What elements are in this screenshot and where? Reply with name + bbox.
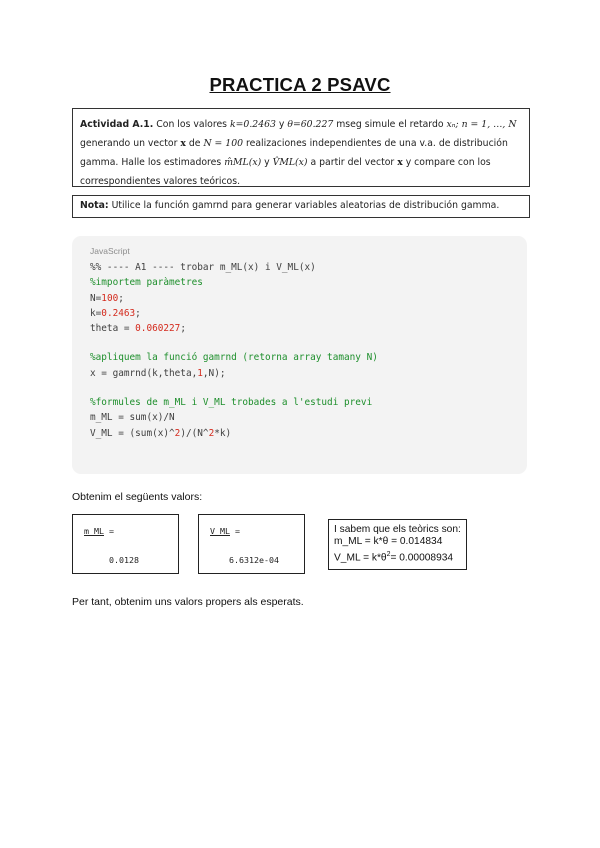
m-ml-result-value: 0.0128 — [109, 555, 139, 565]
code-token: V_ML = (sum(x)^ — [90, 427, 175, 439]
code-number: 0.060227 — [135, 323, 181, 335]
code-comment: %formules de m_ML i V_ML trobades a l'estudi previ — [90, 397, 373, 409]
note-box — [72, 195, 530, 218]
v-ml-name: V_ML — [210, 526, 230, 536]
code-number: 2 — [208, 427, 215, 439]
x-vector: x — [397, 157, 403, 168]
xn-expression: xₙ; n = 1, …, N — [446, 119, 517, 130]
activity-text: y compare con los — [402, 157, 491, 168]
v-ml-estimator: V̂ML(x) — [272, 157, 308, 168]
theory-intro: I sabem que els teòrics son: — [334, 524, 461, 535]
code-block — [72, 236, 527, 474]
code-token: ; — [118, 292, 124, 304]
activity-line-4: correspondientes valores teóricos. — [80, 176, 241, 187]
x-vector: x — [180, 138, 186, 149]
code-line: m_ML = sum(x)/N — [90, 412, 175, 424]
activity-text: y — [275, 119, 288, 130]
code-token: N= — [90, 292, 102, 304]
code-token: theta = — [90, 323, 136, 335]
equals-sign: = — [103, 526, 114, 536]
code-token: )/(N^ — [180, 427, 209, 439]
code-number: 100 — [101, 292, 119, 304]
v-ml-result-box — [198, 514, 305, 574]
code-token: k= — [90, 307, 102, 319]
code-token: ; — [135, 307, 141, 319]
activity-text: gamma. Halle los estimadores — [80, 157, 225, 168]
code-number: 1 — [197, 367, 203, 379]
code-blank-line — [90, 336, 527, 350]
theory-v-ml-formula: V_ML = k*θ — [334, 551, 387, 563]
activity-text: a partir del vector — [307, 157, 398, 168]
code-line — [90, 306, 527, 321]
note-text: Utilice la función gamrnd para generar variables aleatorias de distribución gamma. — [108, 200, 500, 211]
activity-box — [72, 108, 530, 187]
activity-line-3 — [80, 153, 523, 172]
activity-text: Con los valores — [153, 119, 230, 130]
theory-exponent: 2 — [386, 550, 391, 558]
v-ml-result-label — [210, 526, 240, 536]
theta-value: θ=60.227 — [287, 119, 334, 130]
m-ml-result-box — [72, 514, 179, 574]
activity-text: mseg simule el retardo — [333, 119, 447, 130]
conclusion-text: Per tant, obtenim uns valors propers als esperats. — [72, 596, 304, 608]
m-ml-name: m_ML — [84, 526, 104, 536]
code-language-label: JavaScript — [90, 246, 130, 256]
theory-m-ml: m_ML = k*θ = 0.014834 — [334, 536, 443, 548]
activity-text: realizaciones independientes de una v.a. de distribución — [243, 138, 508, 149]
code-line — [90, 321, 527, 336]
activity-line-1 — [80, 115, 523, 134]
m-ml-estimator: m̂ML(x) — [224, 157, 262, 168]
v-ml-result-value: 6.6312e-04 — [229, 555, 279, 565]
code-token: ,N); — [202, 367, 226, 379]
activity-text: generando un vector — [80, 138, 181, 149]
code-token: ; — [180, 323, 186, 335]
activity-label: Actividad A.1. — [80, 119, 154, 130]
code-number: 0.2463 — [101, 307, 136, 319]
code-comment: %apliquem la funció gamrnd (retorna array tamany N) — [90, 352, 378, 364]
theoretical-values-box — [328, 519, 467, 570]
n-value: N = 100 — [203, 138, 244, 149]
activity-line-2 — [80, 134, 523, 153]
theory-v-ml-value: = 0.00008934 — [390, 551, 454, 563]
code-token: x = gamrnd(k,theta, — [90, 367, 198, 379]
code-blank-line — [90, 381, 527, 395]
activity-text: y — [261, 157, 273, 168]
code-line — [90, 366, 527, 381]
activity-text: de — [185, 138, 204, 149]
code-token: *k) — [214, 427, 232, 439]
code-comment: %importem paràmetres — [90, 277, 203, 289]
m-ml-result-label — [84, 526, 114, 536]
equals-sign: = — [229, 526, 240, 536]
code-line — [90, 426, 527, 441]
theory-v-ml — [334, 549, 466, 565]
code-line: %% ---- A1 ---- trobar m_ML(x) i V_ML(x) — [90, 262, 316, 273]
page-title: PRACTICA 2 PSAVC — [209, 74, 391, 95]
code-line — [90, 291, 527, 306]
k-value: k=0.2463 — [229, 119, 276, 130]
obtained-values-label: Obtenim el següents valors: — [72, 491, 203, 503]
note-label: Nota: — [80, 200, 109, 211]
code-number: 2 — [174, 427, 181, 439]
